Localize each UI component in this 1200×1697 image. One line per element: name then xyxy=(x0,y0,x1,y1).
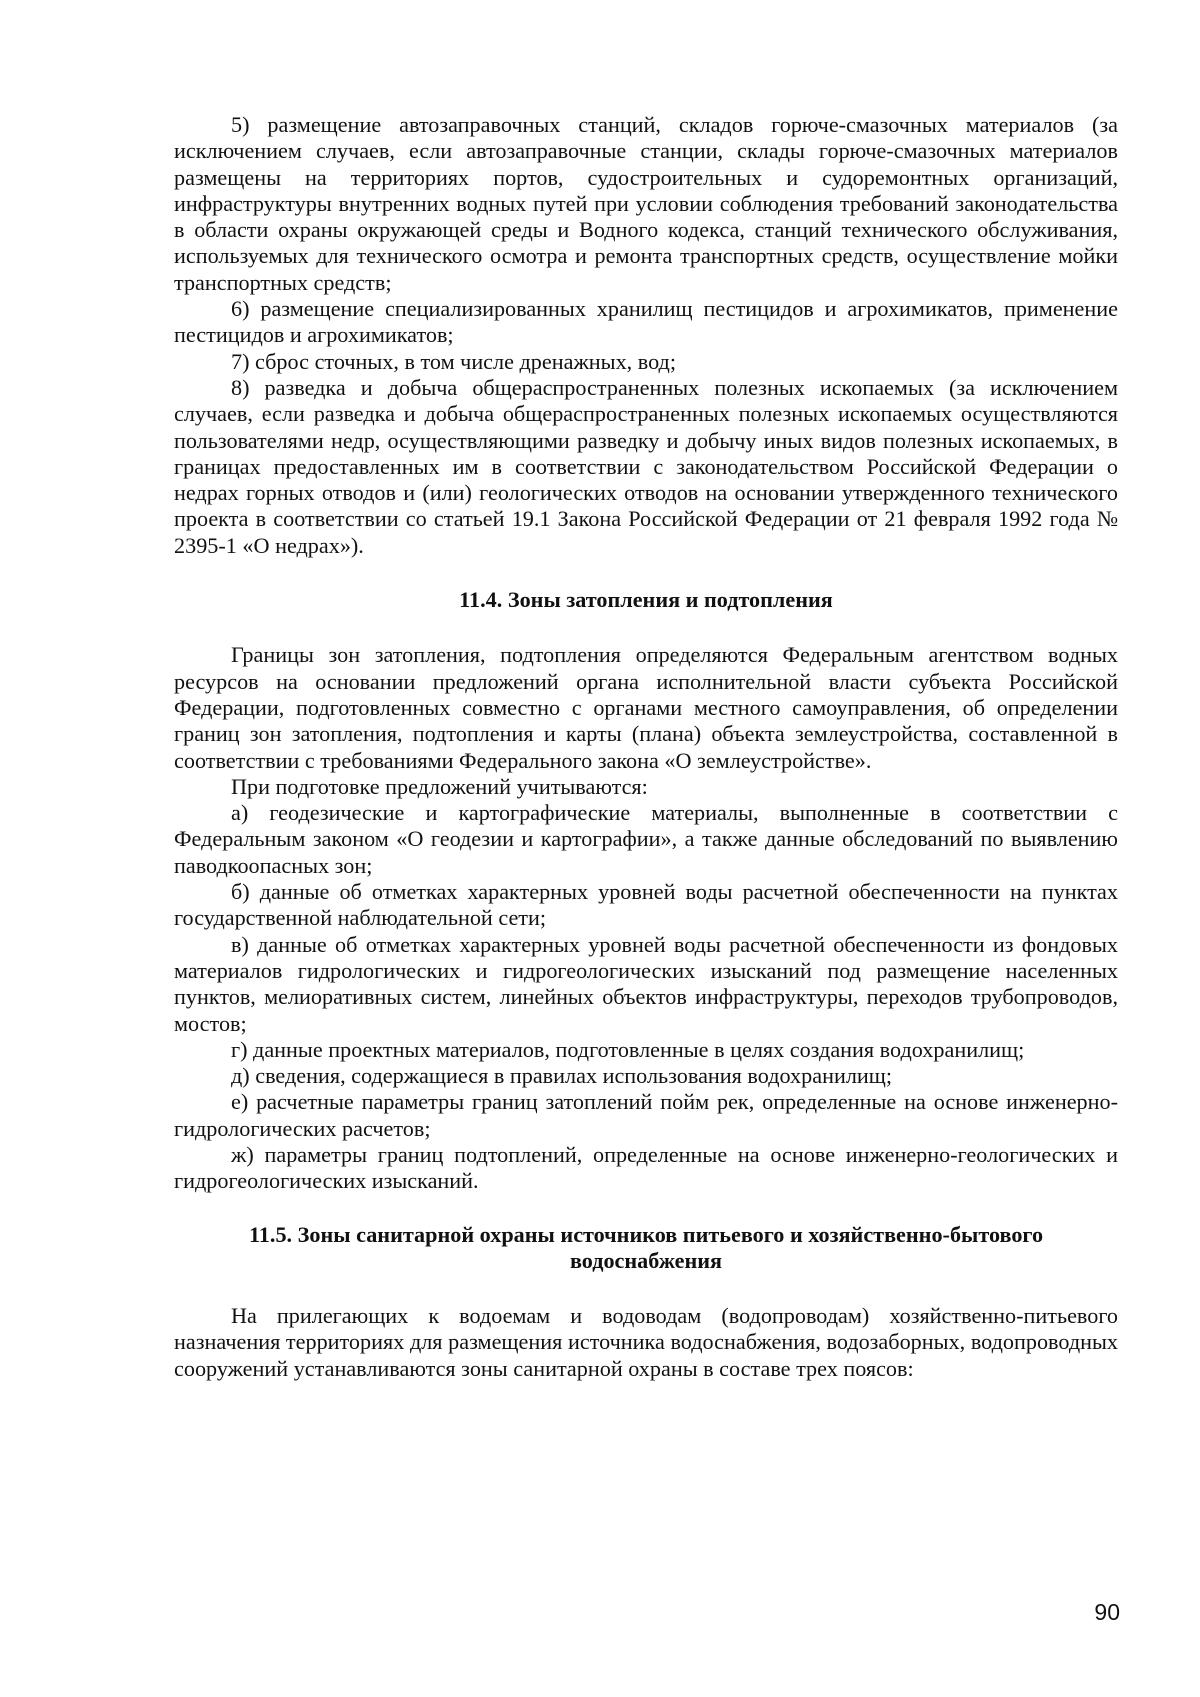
section-heading-11-5 xyxy=(174,1222,1118,1275)
list-item-b: б) данные об отметках характерных уровней воды расчетной обеспеченности на пунктах государственной наблюдательной сети; xyxy=(174,879,1118,931)
section-heading-11-5-line2: водоснабжения xyxy=(569,1247,723,1273)
list-item-e: е) расчетные параметры границ затоплений пойм рек, определенные на основе инженерно-гидрологических расчетов; xyxy=(174,1089,1118,1141)
list-item-zh: ж) параметры границ подтоплений, определенные на основе инженерно-геологических и гидрогеологических изысканий. xyxy=(174,1141,1118,1194)
list-item-5: 5) размещение автозаправочных станций, складов горюче-смазочных материалов (за исключением случаев, если автозаправочные станции, склады горюче-смазочных материалов размещены на территориях портов, судостроительных и судоремонтных организаций, инфраструктуры внутренних водных путей при условии соблюдения требований законодательства в области охраны окружающей среды и Водного кодекса, станций технического обслуживания, используемых для технического осмотра и ремонта транспортных средств, осуществление мойки транспортных средств; xyxy=(174,112,1118,295)
section-heading-11-4: 11.4. Зоны затопления и подтопления xyxy=(459,587,833,613)
prohibitions-list xyxy=(174,112,1118,559)
list-item-d: д) сведения, содержащиеся в правилах использования водохранилищ; xyxy=(231,1063,893,1089)
section-heading-11-5-line1: 11.5. Зоны санитарной охраны источников питьевого и хозяйственно-бытового xyxy=(248,1221,1044,1247)
list-item-8: 8) разведка и добыча общераспространенных полезных ископаемых (за исключением случаев, если разведка и добыча общераспространенных полезных ископаемых осуществляются пользователями недр, осуществляющими разведку и добычу иных видов полезных ископаемых, в границах предоставленных им в соответствии с законодательством Российской Федерации о недрах горных отводов и (или) геологических отводов на основании утвержденного технического проекта в соответствии со статьей 19.1 Закона Российской Федерации от 21 февраля 1992 года № 2395-1 «О недрах»). xyxy=(174,374,1118,558)
page-number: 90 xyxy=(1094,1599,1120,1625)
list-item-g: г) данные проектных материалов, подготовленные в целях создания водохранилищ; xyxy=(231,1036,1025,1062)
paragraph: При подготовке предложений учитываются: xyxy=(231,773,648,799)
paragraph: На прилегающих к водоемам и водоводам (водопроводам) хозяйственно-питьевого назначения территориях для размещения источника водоснабжения, водозаборных, водопроводных сооружений устанавливаются зоны санитарной охраны в составе трех поясов: xyxy=(174,1303,1118,1381)
list-item-a: а) геодезические и картографические материалы, выполненные в соответствии с Федеральным законом «О геодезии и картографии», а также данные обследований по выявлению паводкоопасных зон; xyxy=(174,800,1118,878)
list-item-7: 7) сброс сточных, в том числе дренажных, вод; xyxy=(231,348,676,374)
paragraph: Границы зон затопления, подтопления определяются Федеральным агентством водных ресурсов на основании предложений органа исполнительной власти субъекта Российской Федерации, подготовленных совместно с органами местного самоуправления, об определении границ зон затопления, подтопления и карты (плана) объекта землеустройства, составленной в соответствии с требованиями Федерального закона «О землеустройстве». xyxy=(174,642,1118,773)
document-page xyxy=(174,112,1118,1382)
list-item-6: 6) размещение специализированных хранилищ пестицидов и агрохимикатов, применение пестицидов и агрохимикатов; xyxy=(174,296,1118,348)
section-11-4-body xyxy=(174,642,1118,1194)
section-11-5-body xyxy=(174,1303,1118,1382)
list-item-v: в) данные об отметках характерных уровней воды расчетной обеспеченности из фондовых материалов гидрологических и гидрогеологических изысканий под размещение населенных пунктов, мелиоративных систем, линейных объектов инфраструктуры, переходов трубопроводов, мостов; xyxy=(174,931,1118,1036)
